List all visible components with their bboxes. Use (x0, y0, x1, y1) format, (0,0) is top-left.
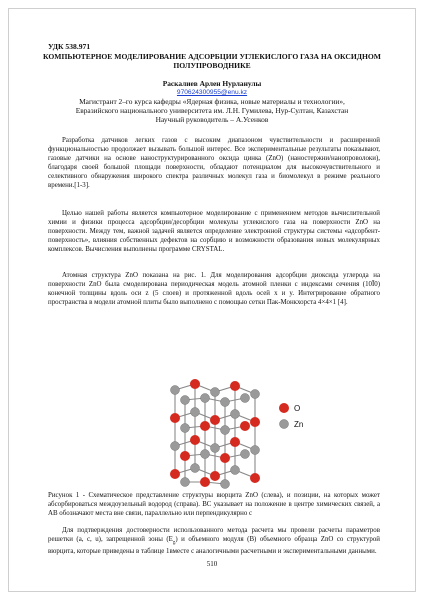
paragraph-goal: Целью нашей работы является компьютерное моделирование с применением методов вычислительной химии и физики процесса адсорбции/десорбции молекулы углекислого газа на поверхности ZnO на поверхности. Между тем, важной задачей является определение электронной структуры системы «адсорбент-поверхность», влияния собственных дефектов на сорбцию и возможности образования новых молекулярных комплексов. Вычисления выполнены программе CRYSTAL. (48, 210, 380, 253)
figure-caption: Рисунок 1 - Схематическое представление структуры вюрцита ZnO (слева), и позиции, на которых может абсорбироваться междоузельный водород (справа). ВС указывает на положение в центре химических связей, а AB обозначают места вне связи, параллельно или перпендикулярно c (48, 492, 380, 517)
legend-zinc-label: Zn (294, 420, 304, 429)
article-title: КОМПЬЮТЕРНОЕ МОДЕЛИРОВАНИЕ АДСОРБЦИИ УГЛЕКИСЛОГО ГАЗА НА ОКСИДНОМ ПОЛУПРОВОДНИКЕ (43, 52, 381, 70)
paragraph-intro: Разработка датчиков легких газов с высоким диапазоном чувствительности и расширенной функциональностью продолжает вызывать большой интерес. Все экспериментальные результаты показывают, газовые датчики на основе наноструктурированного оксида цинка (ZnO) (наностержни/нанопроволоки), благодаря своей большой площади поверхности, обладают потенциалом для высокочувствительного и селективного обнаружения широкого спектра различных молекул газа и биомолекул в режиме реального времени.[1-3]. (48, 137, 380, 189)
author-block (40, 79, 384, 124)
author-name: Раскалиев Арлен Нурланулы (162, 79, 262, 88)
figure-legend (279, 403, 303, 429)
supervisor: Научный руководитель – А.Усенков (155, 115, 269, 124)
legend-oxygen-label: O (294, 404, 301, 413)
legend-zinc-marker (280, 420, 289, 429)
paragraph-structure: Атомная структура ZnO показана на рис. 1. Для моделирования адсорбции диоксида углерода на поверхности ZnO была смоделирована периодическая модель атомной пленки с индексами сечения (10Ī0) конечной толщины вдоль оси z (5 слоев) и протяженной вдоль осей x и y. Интегрирование обратного пространства в модели атомной плиты было выполнено с помощью сетки Пак-Монкхорста 4×4×1 [4]. (48, 272, 380, 306)
figure-wurtzite-structure (0, 378, 424, 492)
page-number: 510 (206, 560, 218, 568)
paragraph-validation (48, 527, 380, 557)
paragraph-validation-part1: Для подтверждения достоверности использованного метода расчета мы провели расчеты параметров решетки (a, c, u), запрещенной зоны (E (48, 527, 380, 543)
udk-code: УДК 538.971 (48, 42, 91, 51)
legend-oxygen-marker (279, 403, 289, 413)
wurtzite-structure-image (0, 378, 424, 492)
subscript-g: g (172, 540, 176, 546)
author-affiliation-2: Евразийского национального университета им. Л.Н. Гумилева, Нур-Султан, Казахстан (75, 106, 349, 115)
paragraph-validation-part2: ) и объемного модуля (B) объемного образца ZnO со структурой вюрцита, которые приведены в таблице 1вместе с аналогичными расчетными и экспериментальными данными. (48, 535, 380, 556)
author-email-link[interactable]: 970624300955@enu.kz (176, 89, 248, 96)
author-affiliation-1: Магистрант 2–го курса кафедры «Ядерная физика, новые материалы и технологии», (79, 97, 345, 106)
